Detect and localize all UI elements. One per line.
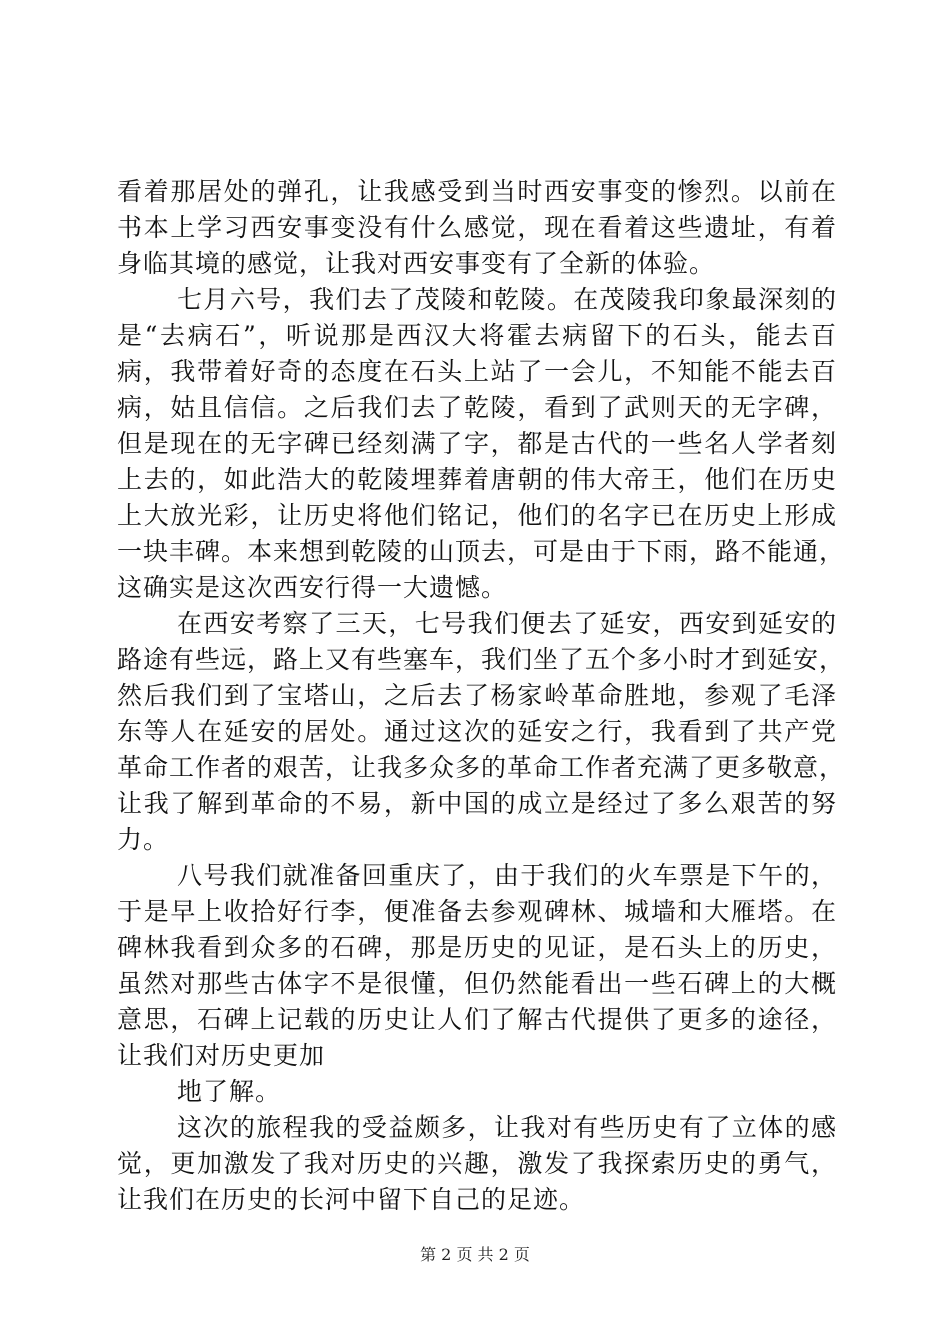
- text-line: 碑林我看到众多的石碑，那是历史的见证，是石头上的历史，: [117, 933, 837, 962]
- text-line: 路途有些远，路上又有些塞车，我们坐了五个多小时才到延安，: [117, 645, 846, 674]
- text-line: 这确实是这次西安行得一大遗憾。: [117, 573, 508, 602]
- text-line: 让我们对历史更加: [117, 1041, 326, 1070]
- text-line: 让我了解到革命的不易，新中国的成立是经过了多么艰苦的努: [117, 789, 837, 818]
- text-line: 书本上学习西安事变没有什么感觉，现在看着这些遗址，有着: [117, 213, 837, 242]
- text-line: 在西安考察了三天，七号我们便去了延安，西安到延安的: [177, 609, 837, 638]
- text-line: 然后我们到了宝塔山，之后去了杨家岭革命胜地，参观了毛泽: [117, 681, 837, 710]
- text-line: 病，我带着好奇的态度在石头上站了一会儿，不知能不能去百: [117, 357, 837, 386]
- text-line: 革命工作者的艰苦，让我多众多的革命工作者充满了更多敬意，: [117, 753, 846, 782]
- text-line: 七月六号，我们去了茂陵和乾陵。在茂陵我印象最深刻的: [177, 285, 837, 314]
- text-line: 让我们在历史的长河中留下自己的足迹。: [117, 1185, 586, 1214]
- text-line: 虽然对那些古体字不是很懂，但仍然能看出一些石碑上的大概: [117, 969, 837, 998]
- text-line: 是“去病石”，听说那是西汉大将霍去病留下的石头，能去百: [117, 321, 837, 350]
- page-number-footer: 第 2 页 共 2 页: [420, 1245, 530, 1264]
- text-line: 于是早上收拾好行李，便准备去参观碑林、城墙和大雁塔。在: [117, 897, 837, 926]
- text-line: 八号我们就准备回重庆了，由于我们的火车票是下午的，: [177, 861, 837, 890]
- text-line: 病，姑且信信。之后我们去了乾陵，看到了武则天的无字碑，: [117, 393, 837, 422]
- text-line: 意思，石碑上记载的历史让人们了解古代提供了更多的途径，: [117, 1005, 837, 1034]
- text-line: 一块丰碑。本来想到乾陵的山顶去，可是由于下雨，路不能通，: [117, 537, 846, 566]
- text-line: 力。: [117, 825, 170, 854]
- text-line: 上大放光彩，让历史将他们铭记，他们的名字已在历史上形成: [117, 501, 837, 530]
- text-line: 这次的旅程我的受益颇多，让我对有些历史有了立体的感: [177, 1113, 837, 1142]
- text-line: 上去的，如此浩大的乾陵埋葬着唐朝的伟大帝王，他们在历史: [117, 465, 837, 494]
- text-line: 觉，更加激发了我对历史的兴趣，激发了我探索历史的勇气，: [117, 1149, 837, 1178]
- text-line: 东等人在延安的居处。通过这次的延安之行，我看到了共产党: [117, 717, 837, 746]
- text-line: 地了解。: [177, 1077, 282, 1106]
- body-text: [117, 174, 846, 1218]
- text-line: 看着那居处的弹孔，让我感受到当时西安事变的惨烈。以前在: [117, 177, 837, 206]
- text-line: 身临其境的感觉，让我对西安事变有了全新的体验。: [117, 249, 716, 278]
- text-line: 但是现在的无字碑已经刻满了字，都是古代的一些名人学者刻: [117, 429, 837, 458]
